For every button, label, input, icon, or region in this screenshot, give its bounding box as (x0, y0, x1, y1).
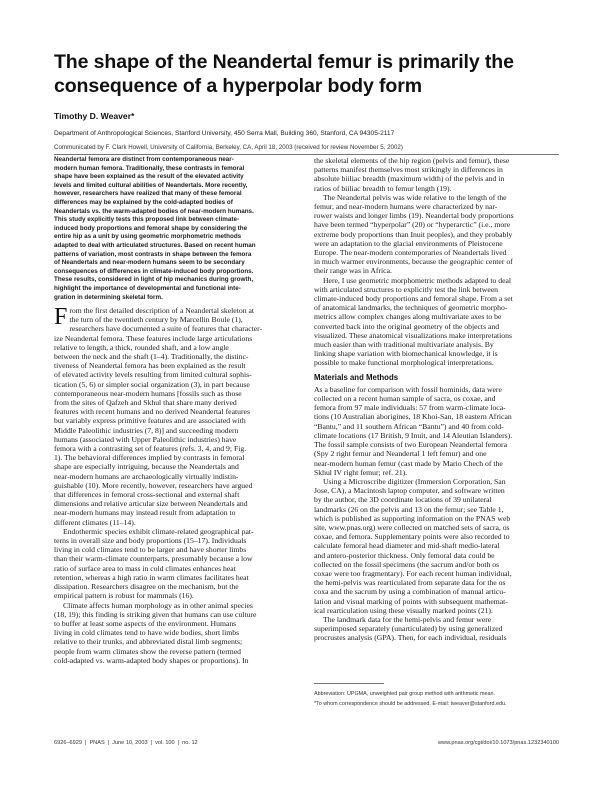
footnote-divider (314, 683, 384, 684)
body-line: near-modern humans may instead result from adaptation to (54, 508, 236, 518)
body-line: femora from 97 male individuals: 57 from warm-climate loca- (314, 403, 506, 413)
abstract-line: of Neandertals and near-modern humans seem to be secondary (54, 259, 245, 267)
body-line: “Bantu,” and 11 southern African “Bantu”) and 40 from cold- (314, 421, 504, 431)
body-line: Endothermic species exhibit climate-related geographical pat- (63, 526, 254, 536)
body-line: their range was in Africa. (314, 266, 392, 276)
body-line: coxa and the sacrum by using a combination of manual articu- (314, 587, 506, 597)
body-line: procrustes analysis (GPA). Then, for each individual, residuals (314, 633, 507, 643)
body-line: Using a Microscribe digitizer (Immersion Corporation, San (323, 476, 506, 486)
body-line: linking shape variation with biomechanical knowledge, it is (314, 349, 498, 359)
body-line: landmarks (26 on the pelvis and 13 on the femur; see Table 1, (314, 504, 504, 514)
body-line: climate-induced body proportions and femoral shape. From a set (314, 294, 513, 304)
abstract-line: adapted to deal with articulated structures. Based on recent human (54, 241, 256, 249)
body-line: ical rearticulation using these visually marked points (21). (314, 605, 493, 615)
body-line: terns in overall size and body proportions (15–17). Individuals (54, 536, 247, 546)
body-line: empirical pattern is robust for mammals (16). (54, 591, 194, 601)
body-line: possible to make functional morphological interpretations. (314, 358, 494, 368)
body-line: site, www.pnas.org) were collected on matched sets of sacra, os (314, 522, 510, 532)
body-line: the skeletal elements of the hip region (pelvis and femur), these (314, 156, 510, 165)
body-line: rower waists and longer limbs (19). Neandertal body proportions (314, 211, 514, 221)
body-line: extreme body proportions than Inuit peoples), and they probably (314, 229, 513, 239)
footnote-abbreviation: Abbreviation: UPGMA, unweighted pair group method with arithmetic mean. (314, 691, 495, 697)
footer-doi-link[interactable]: www.pnas.org/cgi/doi/10.1073/pnas.1232340100 (438, 740, 559, 746)
body-line: shape are especially intriguing, because the Neandertals and (54, 462, 239, 472)
body-line: relative to their trunks, and abbreviated distal limb segments; (54, 637, 243, 647)
body-line: relative to length, a thick, rounded shaft, and a low angle (54, 342, 229, 352)
body-line: tication (5, 6) or simpler social organization (3), in part because (54, 379, 250, 389)
body-line: different climates (11–14). (54, 517, 136, 527)
body-line: than their warm-climate counterparts, presumably because a low (54, 554, 253, 564)
abstract-line: entire hip as a unit by using geometric morphometric methods (54, 233, 242, 241)
article-title (54, 50, 554, 98)
body-line: tiveness of Neandertal femora has been explained as the result (54, 361, 246, 371)
body-line: converted back into the original geometry of the objects and (314, 321, 500, 331)
body-line: coxae were too fragmentary). For each recent human individual, (314, 568, 512, 578)
body-line: dimensions and relative articular size between Neandertals and (54, 499, 248, 509)
body-line: and antero-posterior thickness. Only femoral data could be (314, 550, 495, 560)
body-line: of elevated activity levels resulting from limited cultural sophis- (54, 370, 252, 380)
body-line: retention, whereas a high ratio in warm climates facilitates heat (54, 572, 249, 582)
body-line: femur, and near-modern humans were characterized by nar- (314, 202, 498, 212)
abstract-line: gration in determining skeletal form. (54, 293, 163, 301)
footnotes (314, 689, 561, 709)
body-line: people from warm climates show the reverse pattern (termed (54, 646, 241, 656)
body-line: As a baseline for comparison with fossil hominids, data were (314, 384, 502, 394)
body-line: guishable (10). More recently, however, researchers have argued (54, 480, 253, 490)
methods-paragraphs (314, 385, 561, 643)
body-line: dissipation. Researchers disagree on the mechanism, but the (54, 582, 239, 592)
body-line: in much warmer environments, because the geographic center of (314, 257, 513, 267)
body-line: patterns manifest themselves most strikingly in differences in (314, 165, 503, 175)
body-line: Here, I use geometric morphometric methods adapted to deal (323, 275, 512, 285)
body-line: tions (10 Australian aborigines, 18 Khoi-San, 18 eastern African (314, 412, 512, 422)
abstract-line: consequences of differences in climate-induced body proportions. (54, 267, 254, 275)
body-line: collected on a recent human sample of sacra, os coxae, and (314, 394, 496, 404)
title-line: The shape of the Neandertal femur is primarily the (54, 51, 514, 73)
body-line: (Spy 2 right femur and Neandertal 1 left femur) and one (314, 449, 487, 459)
abstract-line: Neandertal femora are distinct from contemporaneous near- (54, 156, 234, 163)
body-line: between the neck and the shaft (1–4). Traditionally, the distinc- (54, 352, 249, 362)
body-line: lation and visual marking of points with subsequent mathemat- (314, 596, 508, 606)
body-line: The landmark data for the hemi-pelvis and femur were (323, 614, 492, 624)
body-line: Climate affects human morphology as in other animal species (63, 600, 253, 610)
abstract (54, 156, 301, 302)
body-line: the turn of the twentieth century by Marcellin Boule (1), (69, 315, 243, 325)
abstract-line: highlight the importance of developmental and functional inte- (54, 284, 241, 292)
body-line: Jose, CA), a Macintosh laptop computer, and software written (314, 486, 505, 496)
body-line: absolute biiliac breadth (maximum width) of the pelvis and in (314, 174, 505, 184)
body-line: The Neandertal pelvis was wide relative to the length of the (323, 192, 507, 202)
body-line: The fossil sample consists of two European Neandertal femora (314, 440, 507, 450)
footer-volume: vol. 100 (155, 740, 175, 746)
author-name: Timothy D. Weaver* (54, 111, 135, 121)
abstract-line: modern human femora. Traditionally, these contrasts in femoral (54, 164, 245, 172)
body-line: humans (associated with Upper Paleolithic industries) have (54, 434, 237, 444)
body-line: but variably express primitive features and are associated with (54, 416, 246, 426)
body-line: ratio of surface area to mass in cold climates enhances heat (54, 563, 236, 573)
body-line: metrics allow complex changes along multivariate axes to be (314, 312, 502, 322)
body-line: that differences in femoral cross-sectional and external shaft (54, 490, 240, 500)
body-line: contemporaneous near-modern humans [fossils such as those (54, 388, 242, 398)
body-line: rom the first detailed description of a Neandertal skeleton at (69, 306, 255, 315)
section-heading-methods: Materials and Methods (314, 372, 399, 382)
body-line: were an adaptation to the glacial environments of Pleistocene (314, 238, 503, 248)
body-line: calculate femoral head diameter and mid-shaft medio-lateral (314, 541, 500, 551)
body-line: with articulated structures to explicitly test the link between (314, 284, 499, 294)
body-line: (18, 19); this finding is striking given that humans can use culture (54, 609, 257, 619)
footer-date: June 10, 2003 (112, 740, 148, 746)
abstract-line: however, researchers have realized that many of these femoral (54, 190, 242, 198)
body-line: which is published as supporting information on the PNAS web (314, 513, 511, 523)
abstract-line: Neandertals vs. the warm-adapted bodies of near-modern humans. (54, 207, 254, 215)
drop-cap: F (54, 304, 68, 330)
body-line: Europe. The near-modern contemporaries of Neandertals lived (314, 248, 507, 258)
abstract-line: differences may be explained by the cold-adapted bodies of (54, 198, 233, 206)
body-line: climate locations (17 British, 9 Inuit, and 14 Aleutian Islanders). (314, 430, 513, 440)
body-line: visualized. These anatomical visualizations make interpretations (314, 330, 512, 340)
footer-pages: 6926–6929 (54, 740, 82, 746)
body-line: collected on the fossil specimens (the sacrum and/or both os (314, 559, 500, 569)
body-line: living in cold climates tend to have wide bodies, short limbs (54, 628, 240, 638)
footnote-correspondence: *To whom correspondence should be addressed. E-mail: tweaver@stanford.edu. (314, 701, 507, 707)
abstract-line: shape have been explained as the result of the elevated activity (54, 173, 244, 181)
body-line: by the author, the 3D coordinate locations of 39 unilateral (314, 495, 492, 505)
left-column (54, 156, 301, 665)
body-line: of anatomical landmarks, the techniques of geometric morpho- (314, 303, 508, 313)
body-line: superimposed separately (unarticulated) by using generalized (314, 624, 503, 634)
body-line: Middle Paleolithic industries (7, 8)] and succeeding modern (54, 425, 239, 435)
abstract-line: patterns of variation, most contrasts in shape between the femora (54, 250, 252, 258)
footer-journal: PNAS (89, 740, 105, 746)
intro-body (54, 306, 301, 665)
body-line: 1). The behavioral differences implied by contrasts in femoral (54, 453, 245, 463)
body-line: cold-adapted vs. warm-adapted body shapes or proportions). In (54, 655, 249, 665)
body-line: the hemi-pelvis was rearticulated from separate data for the os (314, 578, 506, 588)
intro-paragraphs (54, 324, 301, 665)
abstract-line: levels and limited cultural abilities of Neandertals. More recently, (54, 181, 248, 189)
affiliation: Department of Anthropological Sciences, Stanford University, 450 Serra Mall, Building 360, Stanford, CA 94305-2117 (54, 130, 395, 137)
abstract-line: These results, considered in light of hip mechanics during growth, (54, 276, 254, 284)
footer-issue: no. 12 (182, 740, 198, 746)
body-line: femora with a contrasting set of features (refs. 3, 4, and 9; Fig. (54, 444, 247, 454)
right-paragraphs (314, 156, 561, 368)
body-line: Skhul IV right femur; ref. 21). (314, 467, 408, 477)
header-divider (54, 154, 559, 155)
body-line: researchers have documented a suite of features that character- (69, 324, 263, 334)
body-line: from the sites of Qafzeh and Skhul that share many derived (54, 398, 237, 408)
body-line: near-modern humans are archaeologically virtually indistin- (54, 471, 239, 481)
body-line: to buffer at least some aspects of the environment. Humans (54, 618, 237, 628)
body-line: near-modern human femur (cast made by Mario Chech of the (314, 458, 503, 468)
title-line: consequence of a hyperpolar body form (54, 75, 422, 97)
body-line: ratios of biiliac breadth to femur length (19). (314, 183, 452, 193)
abstract-line: induced body proportions and femoral shape by considering the (54, 224, 248, 232)
abstract-line: This study explicitly tests this proposed link between climate- (54, 216, 240, 224)
body-line: ize Neandertal femora. These features include large articulations (54, 333, 253, 343)
body-line: living in cold climates tend to be larger and have shorter limbs (54, 545, 247, 555)
abstract-text (54, 156, 301, 302)
body-line: coxae, and femora. Supplementary points were also recorded to (314, 532, 510, 542)
body-line: features with recent humans and no derived Neandertal features (54, 407, 250, 417)
right-column (314, 156, 561, 643)
body-line: have been termed “hyperpolar” (20) or “hyperarctic” (i.e., more (314, 220, 511, 230)
body-line: much easier than with traditional multivariate analysis. By (314, 340, 494, 350)
communicated-line: Communicated by F. Clark Howell, University of California, Berkeley, CA, April 18, 2003 (received for review November 5, 2002) (54, 144, 403, 151)
footer-citation: 6926–6929 | PNAS | June 10, 2003 | vol. 100 | no. 12 (54, 740, 198, 746)
